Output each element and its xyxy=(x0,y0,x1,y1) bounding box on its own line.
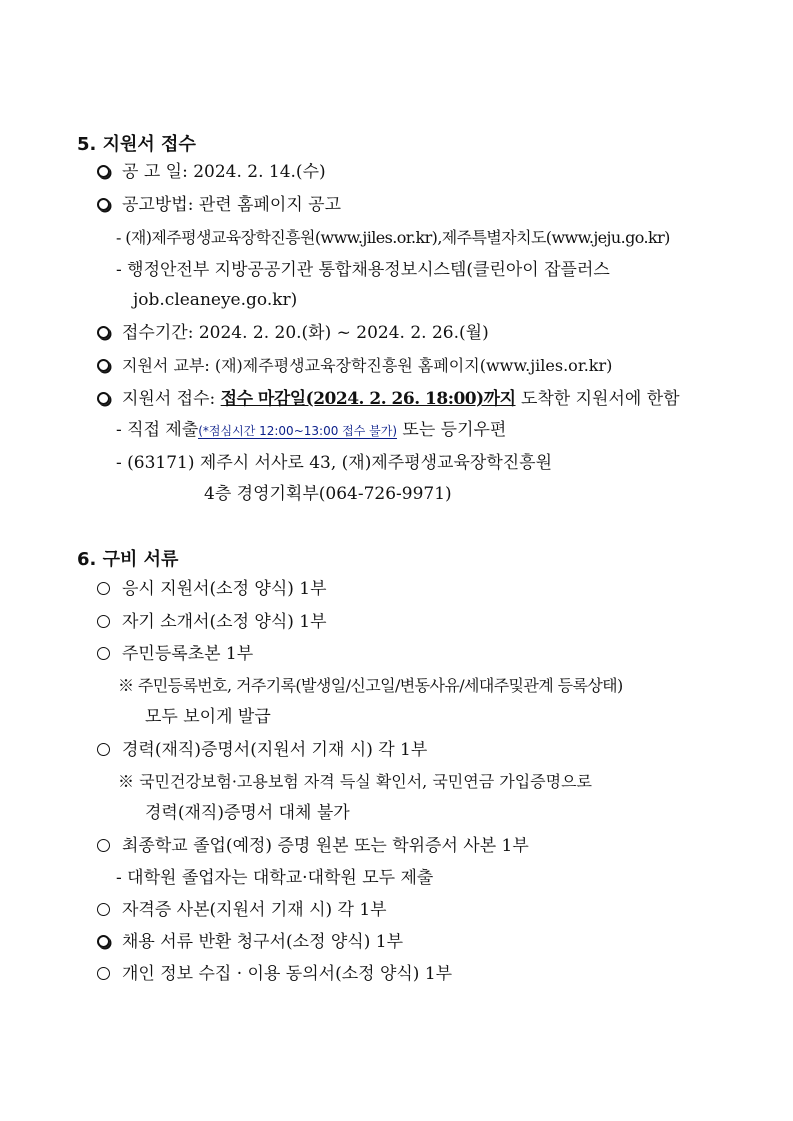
doc-item-4-text: 경력(재직)증명서(지원서 기재 시) 각 1부 xyxy=(122,740,428,760)
address-1-text: - (63171) 제주시 서사로 43, (재)제주평생교육장학진흥원 xyxy=(116,453,553,473)
circle-bullet-icon xyxy=(97,967,110,980)
circle-bullet-icon xyxy=(97,839,110,852)
doc-item-2-text: 자기 소개서(소정 양식) 1부 xyxy=(122,612,327,632)
doc-item-4 xyxy=(97,739,427,761)
circle-bullet-icon xyxy=(97,743,110,756)
site-list-2-cont-text: job.cleaneye.go.kr) xyxy=(133,290,298,310)
notice-method-text: 공고방법: 관련 홈페이지 공고 xyxy=(122,195,342,215)
doc-note-3 xyxy=(118,675,623,697)
doc-note-3-text: ※ 주민등록번호, 거주기록(발생일/신고일/변동사유/세대주및관계 등록상태) xyxy=(118,676,623,695)
direct-suffix: 또는 등기우편 xyxy=(402,420,507,440)
doc-item-2 xyxy=(97,611,327,633)
receipt-label: 지원서 접수: xyxy=(122,389,216,409)
address-2-text: 4층 경영기획부(064-726-9971) xyxy=(204,484,452,504)
address-line-1 xyxy=(116,452,552,474)
doc-note-3-cont xyxy=(145,706,271,728)
site-list-1-text: - (재)제주평생교육장학진흥원(www.jiles.or.kr),제주특별자치도(www.jeju.go.kr) xyxy=(116,228,670,247)
circle-bullet-icon xyxy=(97,647,110,660)
receipt-item xyxy=(97,388,680,410)
doc-note-4-cont-text: 경력(재직)증명서 대체 불가 xyxy=(145,803,350,823)
shadow-circle-bullet-icon xyxy=(97,359,110,372)
form-distribution-item xyxy=(97,355,612,377)
receipt-deadline: 접수 마감일(2024. 2. 26. 18:00)까지 xyxy=(220,389,516,409)
site-list-2-cont xyxy=(133,289,297,311)
shadow-circle-bullet-icon xyxy=(97,935,110,948)
direct-prefix: - 직접 제출 xyxy=(116,420,199,440)
site-list-2-text: - 행정안전부 지방공공기관 통합채용정보시스템(클린아이 잡플러스 xyxy=(116,260,610,280)
shadow-circle-bullet-icon xyxy=(97,198,110,211)
doc-note-4-text: ※ 국민건강보험·고용보험 자격 득실 확인서, 국민연금 가입증명으로 xyxy=(118,772,593,791)
shadow-circle-bullet-icon xyxy=(97,165,110,178)
doc-item-1 xyxy=(97,578,327,600)
address-line-2 xyxy=(204,483,452,505)
section-5-title: 5. 지원서 접수 xyxy=(77,134,196,155)
doc-item-5 xyxy=(97,835,529,857)
site-list-2 xyxy=(116,259,610,281)
doc-item-3-text: 주민등록초본 1부 xyxy=(122,644,254,664)
shadow-circle-bullet-icon xyxy=(97,392,110,405)
notice-method-item xyxy=(97,194,341,216)
doc-item-5-text: 최종학교 졸업(예정) 증명 원본 또는 학위증서 사본 1부 xyxy=(122,836,529,856)
section-6-title: 6. 구비 서류 xyxy=(77,549,179,570)
site-list-1 xyxy=(116,227,718,249)
notice-date-text: 공 고 일: 2024. 2. 14.(수) xyxy=(122,162,326,182)
shadow-circle-bullet-icon xyxy=(97,326,110,339)
notice-date-item xyxy=(97,161,326,183)
doc-item-3 xyxy=(97,643,253,665)
receipt-rest: 도착한 지원서에 한함 xyxy=(520,389,680,409)
doc-note-4 xyxy=(118,771,592,793)
circle-bullet-icon xyxy=(97,615,110,628)
period-item xyxy=(97,322,489,344)
doc-item-6 xyxy=(97,899,387,921)
doc-sub-5 xyxy=(116,867,433,889)
doc-note-4-cont xyxy=(145,802,350,824)
period-text: 접수기간: 2024. 2. 20.(화) ~ 2024. 2. 26.(월) xyxy=(122,323,489,343)
doc-item-8 xyxy=(97,963,452,985)
circle-bullet-icon xyxy=(97,903,110,916)
doc-note-3-cont-text: 모두 보이게 발급 xyxy=(145,707,271,727)
form-distribution-text: 지원서 교부: (재)제주평생교육장학진흥원 홈페이지(www.jiles.or.kr) xyxy=(122,356,613,375)
doc-sub-5-text: - 대학원 졸업자는 대학교·대학원 모두 제출 xyxy=(116,868,434,888)
doc-item-1-text: 응시 지원서(소정 양식) 1부 xyxy=(122,579,327,599)
doc-item-7-text: 채용 서류 반환 청구서(소정 양식) 1부 xyxy=(122,932,404,952)
doc-item-6-text: 자격증 사본(지원서 기재 시) 각 1부 xyxy=(122,900,387,920)
doc-item-8-text: 개인 정보 수집 · 이용 동의서(소정 양식) 1부 xyxy=(122,964,453,984)
direct-submit-line xyxy=(116,419,506,442)
circle-bullet-icon xyxy=(97,582,110,595)
doc-item-7 xyxy=(97,931,403,953)
lunch-note: (*점심시간 12:00~13:00 접수 불가) xyxy=(198,424,398,438)
